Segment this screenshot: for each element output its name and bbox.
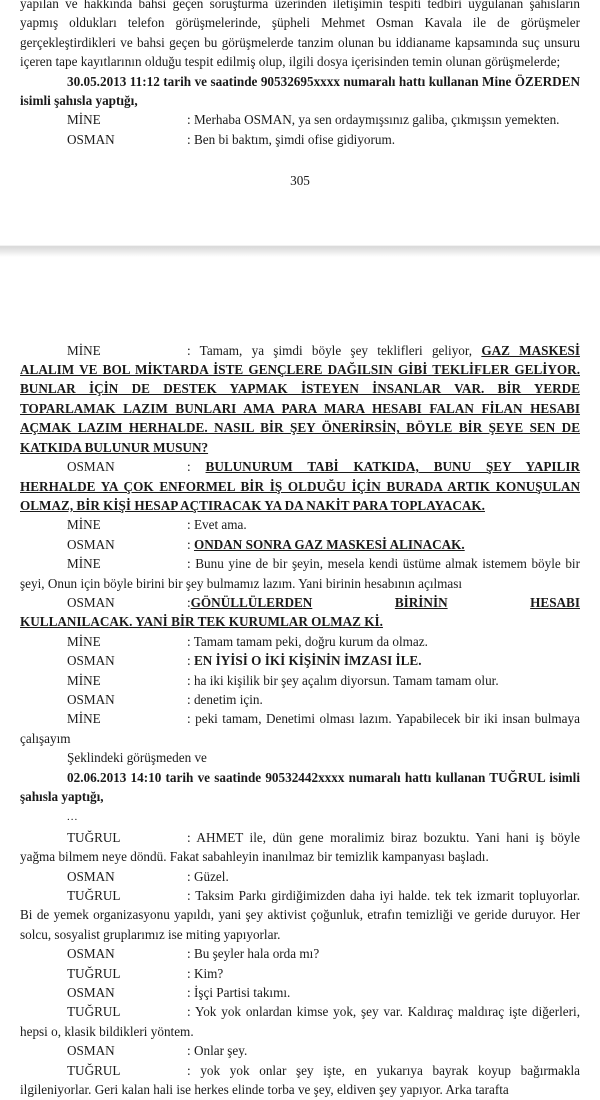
dialogue-turn [20, 944, 580, 963]
dialogue-text: : Bunu yine de bir şeyin, mesela kendi üstüme almak istemem böyle bir şeyi, Onun için böyle birini bir şey bulmamız lazım. Yani birinin hesabının açılması [20, 556, 580, 591]
dialogue-text: : peki tamam, Denetimi olması lazım. Yapabilecek bir iki insan bulmaya çalışayım [20, 711, 580, 746]
dialogue-text: : Bu şeyler hala orda mı? [187, 946, 320, 962]
stretched-word: HESABI [530, 594, 580, 610]
speaker-label: MİNE [67, 112, 101, 128]
page-separator [0, 245, 600, 257]
dialogue-turn [20, 341, 580, 457]
ellipsis-line [20, 806, 580, 827]
dialogue-text: : Taksim Parkı girdiğimizden daha iyi halde. tek tek izmarit topluyorlar. Bi de yemek organizasyonu yapıldı, yani şey aktivist çoğunluk, etrafın temizliği ve geride duruyor. Her solcu, sosyalist gruplarımız ise miting yapıyorlar. [20, 888, 580, 942]
dialogue-turn [20, 867, 580, 886]
transition-note [20, 748, 580, 767]
dialogue-turn [20, 515, 580, 534]
dialogue-text: : Merhaba OSMAN, ya sen ordaymışsınız galiba, çıkmışsın yemekten. [187, 112, 560, 128]
dialogue-text: : AHMET ile, dün gene moralimiz biraz bozuktu. Yani hani iş böyle yağma bilmem neye döndü. Fakat sabahleyin inanılmaz bir temizlik kampanyası başladı. [20, 829, 580, 865]
speaker-label: TUĞRUL [67, 965, 121, 981]
speaker-label: TUĞRUL [67, 1062, 121, 1078]
page-number: 305 [290, 173, 310, 189]
stretched-word: GÖNÜLLÜLERDEN [190, 594, 313, 610]
page-footer-margin [20, 191, 580, 245]
speaker-label: TUĞRUL [67, 888, 121, 904]
speaker-label: OSMAN [67, 459, 115, 475]
speaker-label: OSMAN [67, 985, 115, 1001]
speaker-label: OSMAN [67, 1043, 115, 1059]
dialogue-text: : [187, 459, 206, 475]
dialogue-text: : Yok yok onlardan kimse yok, şey var. Kaldıraç maldıraç işte diğerleri, hepsi o, klasik bildikleri yöntem. [20, 1004, 580, 1039]
dialogue-emphasis-continued: KULLANILACAK. YANİ BİR TEK KURUMLAR OLMAZ Kİ. [20, 614, 383, 630]
dialogue-turn [20, 886, 580, 944]
speaker-label: MİNE [67, 711, 101, 727]
dialogue-turn [20, 690, 580, 709]
dialogue-turn [20, 964, 580, 983]
stretched-word: BİRİNİN [394, 594, 448, 610]
speaker-label: TUĞRUL [67, 1004, 121, 1020]
speaker-label: OSMAN [67, 946, 115, 962]
speaker-label: MİNE [67, 633, 101, 649]
dialogue-text: : Onlar şey. [187, 1043, 248, 1059]
dialogue-text: : yok yok onlar şey işte, en yukarıya bayrak koyup bağırmakla ilgileniyorlar. Geri kalan hali ise herkes elinde torba ve şey, eldiven şey yapıyor. Arka tarafta [20, 1062, 580, 1098]
dialogue-text: : ha iki kişilik bir şey açalım diyorsun. Tamam tamam olur. [187, 672, 499, 688]
dialogue-text: : denetim için. [187, 691, 263, 707]
dialogue-turn [20, 828, 580, 867]
speaker-label: OSMAN [67, 594, 115, 610]
dialogue-text: : Tamam tamam peki, doğru kurum da olmaz. [187, 633, 428, 649]
intro-paragraph: yapılan ve hakkında bahsi geçen soruşturma üzerinden iletişimin tespiti tedbiri uygulanan şahısların yapmış oldukları telefon görüşmelerinde, şüpheli Mehmet Osman Kavala ile de görüşmeler gerçekleştirdikleri ve bahsi geçen bu görüşmelerde tanzim olunan bu iddianame kapsamında suç unsuru içeren tape kayıtlarının olduğu tespit edilmiş olup, ilgili dosya içerisinden temin olunan görüşmelerde; [20, 0, 580, 70]
dialogue-turn [20, 651, 580, 670]
call-header-2-text: 02.06.2013 14:10 tarih ve saatinde 90532442xxxx numaralı hattı kullanan TUĞRUL isimli şahısla yaptığı, [20, 769, 580, 804]
ellipsis-text: ... [67, 811, 79, 824]
dialogue-emphasis: BULUNURUM TABİ KATKIDA, BUNU ŞEY YAPILIR HERHALDE YA ÇOK ENFORMEL BİR İŞ OLDUĞU İÇİN BURADA ARTIK KONUŞULAN OLMAZ, BİR KİŞİ HESAP AÇTIRACAK YA DA NAKİT PARA TOPLAYACAK. [20, 459, 580, 513]
dialogue-turn [20, 457, 580, 515]
dialogue-turn [20, 671, 580, 690]
dialogue-text: : [187, 536, 194, 552]
dialogue-emphasis-stretched [191, 593, 580, 612]
page-bottom-gap [20, 149, 580, 171]
dialogue-text: : Tamam, ya şimdi böyle şey teklifleri geliyor, [187, 342, 482, 358]
speaker-label: MİNE [67, 517, 101, 533]
dialogue-text: : [187, 653, 194, 669]
dialogue-emphasis: ONDAN SONRA GAZ MASKESİ ALINACAK. [193, 536, 465, 552]
speaker-label: OSMAN [67, 131, 115, 147]
speaker-label: OSMAN [67, 653, 115, 669]
speaker-label: OSMAN [67, 691, 115, 707]
page-top-margin [20, 257, 580, 341]
dialogue-turn [20, 130, 580, 149]
call-header-1-text: 30.05.2013 11:12 tarih ve saatinde 90532695xxxx numaralı hattı kullanan Mine ÖZERDEN isimli şahısla yaptığı, [20, 73, 580, 109]
speaker-label: OSMAN [67, 536, 115, 552]
call-header-2 [20, 768, 580, 807]
dialogue-turn [20, 1002, 580, 1041]
dialogue-turn [20, 1041, 580, 1060]
dialogue-turn [20, 709, 580, 748]
dialogue-turn [20, 554, 580, 593]
call-header-1 [20, 72, 580, 111]
dialogue-text: : Evet ama. [187, 517, 247, 533]
dialogue-emphasis: GAZ MASKESİ ALALIM VE BOL MİKTARDA İSTE GENÇLERE DAĞILSIN GİBİ TEKLİFLER GELİYOR. BUNLAR İÇİN DE DESTEK YAPMAK İSTEYEN İNSANLAR VAR. BİR YERDE TOPARLAMAK LAZIM BUNLARI AMA PARA MARA HESABI FALAN FİLAN HESABI AÇMAK LAZIM HERHALDE. NASIL BİR ŞEY ÖNERİRSİN, BÖYLE BİR ŞEYE SEN DE KATKIDA BULUNUR MUSUN? [20, 342, 580, 455]
dialogue-turn [20, 983, 580, 1002]
speaker-label: MİNE [67, 556, 101, 572]
dialogue-text: : İşçi Partisi takımı. [187, 985, 291, 1001]
dialogue-turn [20, 535, 580, 554]
dialogue-turn [20, 110, 580, 129]
speaker-label: TUĞRUL [67, 829, 121, 845]
speaker-label: MİNE [67, 672, 101, 688]
dialogue-text: : Ben bi baktım, şimdi ofise gidiyorum. [187, 131, 396, 147]
speaker-label: OSMAN [67, 868, 115, 884]
speaker-label: MİNE [67, 342, 101, 358]
dialogue-text: : Kim? [187, 965, 224, 981]
dialogue-turn [20, 632, 580, 651]
transition-note-text: Şeklindeki görüşmeden ve [67, 750, 207, 766]
dialogue-text: : Güzel. [187, 868, 229, 884]
document-page-306 [0, 257, 600, 1100]
dialogue-text: : [187, 594, 191, 610]
document-page-305 [0, 0, 600, 245]
dialogue-emphasis-bold: EN İYİSİ O İKİ KİŞİNİN İMZASI İLE. [193, 653, 422, 669]
dialogue-turn [20, 593, 580, 632]
